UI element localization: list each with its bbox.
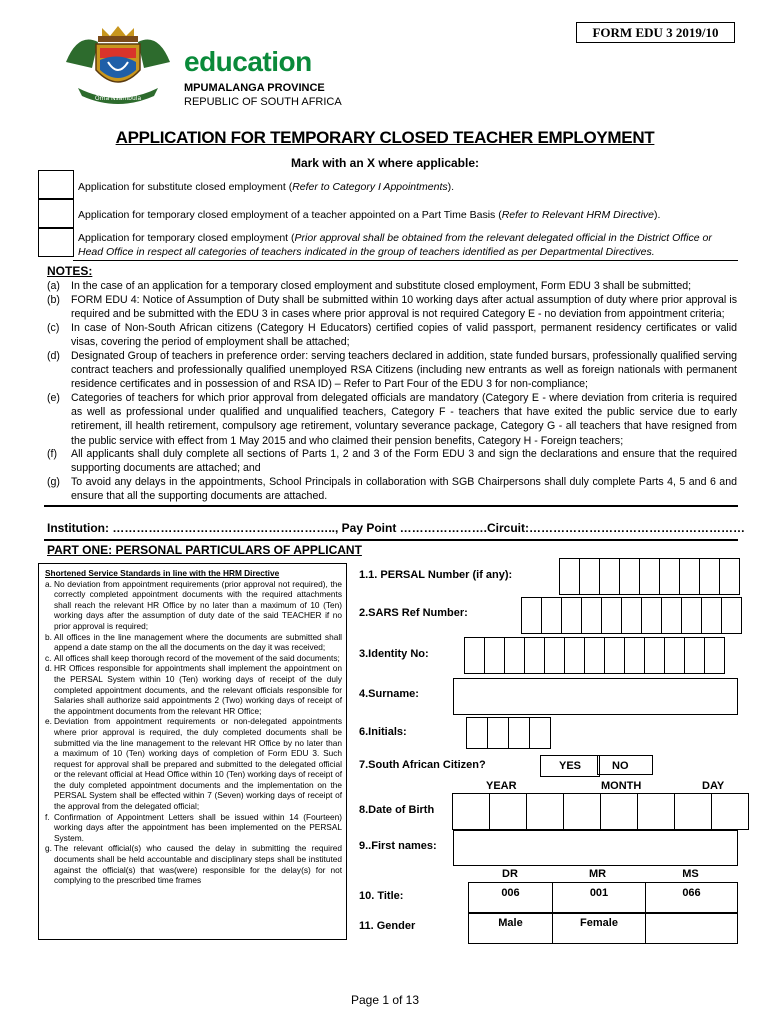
coat-of-arms-emblem [58, 22, 178, 108]
title-mr-label: MR [588, 868, 607, 880]
notes-divider [44, 505, 738, 507]
title-option-mr[interactable]: 001 [553, 883, 646, 913]
republic-name: REPUBLIC OF SOUTH AFRICA [184, 96, 342, 108]
standard-item-d: d. HR Offices responsible for appointments shall implement the appointment on the PERSAL System within 10 (Ten) working days of receipt of the duly completed appointment documents, and the relevant officials responsible for Salaries shall authorize said appointments 2 (Two) working days of receipt of the appointment documents from the relevant HR Office; [45, 663, 342, 716]
dob-label: 8.Date of Birth [359, 804, 435, 816]
first-names-label: 9..First names: [359, 840, 437, 852]
gender-option-blank[interactable] [646, 913, 737, 943]
title-option-dr[interactable]: 006 [469, 883, 553, 913]
note-g: (g) To avoid any delays in the appointments, School Principals in collaboration with SGB Chairpersons shall duly complete Parts 4, 5 and 6 and ensure that all the supporting documents are attached. [47, 476, 737, 503]
initials-input[interactable] [467, 717, 551, 749]
standard-item-g: g. The relevant official(s) who caused the delay in submitting the required documents shall be held accountable and disciplinary steps shall be instituted against the official(s) that was(were) responsible for the delay(s) for not complying to the prescribed time frames [45, 843, 342, 886]
month-header: MONTH [601, 780, 642, 792]
dob-input[interactable] [453, 793, 749, 830]
persal-input[interactable] [560, 558, 740, 595]
title-options-row[interactable] [468, 882, 738, 914]
gender-option-male[interactable]: Male [469, 913, 553, 943]
gender-option-female[interactable]: Female [553, 913, 646, 943]
notes-heading: NOTES: [47, 264, 93, 278]
note-f: (f) All applicants shall duly complete all sections of Parts 1, 2 and 3 of the Form EDU 3 and sign the declarations and ensure that the required supporting documents are attached; and [47, 448, 737, 475]
page-title: APPLICATION FOR TEMPORARY CLOSED TEACHER EMPLOYMENT [115, 128, 655, 147]
part-one-heading: PART ONE: PERSONAL PARTICULARS OF APPLICANT [47, 543, 362, 557]
standard-item-e: e. Deviation from appointment requirements or non-delegated appointments where prior approval is required, the duly completed documents shall be submitted via the line management to the relevant HR Office by no later than a maximum of 10 (Ten) working days of completion of Form EDU 3. Such request for approval shall be prepared and submitted to the delegated official or the relevant official at Head Office within 10 (Ten) working days of receipt of the duly completed appointment documents and the implementation on the PERSAL System shall be effected within 7 (Seven) working days of receipt of the approval from the delegated official; [45, 716, 342, 812]
standard-item-c: c. All offices shall keep thorough record of the movement of the said documents; [45, 652, 340, 663]
svg-text:Oma Nsambula: Oma Nsambula [94, 95, 142, 102]
citizen-label: 7.South African Citizen? [359, 759, 486, 771]
initials-label: 6.Initials: [359, 726, 407, 738]
standard-item-b: b. All offices in the line management where the documents are submitted shall append a date stamp on the all the documents on the day it was received; [45, 631, 342, 653]
standard-item-a: a. No deviation from appointment requirements (prior approval not required), the correctly completed appointment documents with the required attachments shall reach the relevant HR Office by no later than a maximum of 10 (Ten) working days after the assumption of duty date of the said TEACHER if no prior approval is required; [45, 578, 342, 631]
surname-input[interactable] [453, 678, 738, 715]
option-text-part-time: Application for temporary closed employment of a teacher appointed on a Part Time Basis (Refer to Relevant HRM Directive). [78, 209, 661, 221]
title-label: 10. Title: [359, 890, 404, 902]
title-ms-label: MS [682, 868, 699, 880]
sars-label: 2.SARS Ref Number: [359, 607, 468, 619]
note-a: (a) In the case of an application for a temporary closed employment and substitute closed employment, Form EDU 3 shall be submitted; [47, 280, 692, 292]
note-b: (b) FORM EDU 4: Notice of Assumption of Duty shall be submitted within 10 working days after actual assumption of duty where prior approval is required and be submitted with the EDU 3 in cases where prior approval is not required Category E - no deviation from appointment criteria; [47, 294, 737, 321]
option-text-temporary: Application for temporary closed employment (Prior approval shall be obtained from the relevant delegated official in the District Office or Head Office in respect all categories of teachers indicated in the group of teachers identified as per Departmental Directives. [78, 232, 712, 258]
title-option-ms[interactable]: 066 [682, 887, 701, 899]
standards-heading: Shortened Service Standards in line with the HRM Directive [45, 568, 280, 578]
page-number: Page 1 of 13 [350, 993, 420, 1007]
option-checkbox-temporary[interactable] [38, 228, 74, 257]
note-e: (e) Categories of teachers for which prior approval from delegated officials are mandatory (Category E - where deviation from criteria is required as well as professional under qualified and unqualified teachers, Category F - teachers that have exited the public service due to early retirement, ill health retirement, compulsory age retirement, voluntary severance package, Category G - all teachers that have resigned from the public service with effect from 1 May 2015 and who claimed their pension benefits, Category H - Foreign teachers; [47, 392, 737, 447]
persal-label: 1.1. PERSAL Number (if any): [359, 569, 513, 581]
mark-instruction: Mark with an X where applicable: [290, 156, 480, 170]
option-checkbox-part-time[interactable] [38, 199, 74, 228]
identity-input[interactable] [465, 637, 725, 674]
gender-label: 11. Gender [359, 920, 416, 932]
note-d: (d) Designated Group of teachers in preference order: serving teachers declared in addition, state funded bursars, professionally qualified serving contract teachers and professionally qualified unemployed RSA Citizens (including new entrants as well as foreign nationals with permanent residence certificates and in possession of and RSA ID) – Refer to Part Four of the EDU 3 for non-compliance; [47, 350, 737, 391]
province-name: MPUMALANGA PROVINCE [184, 82, 325, 94]
title-dr-label: DR [502, 868, 518, 880]
note-c: (c) In case of Non-South African citizens (Category H Educators) certified copies of valid passport, permanent residency certificates or valid visas, covering the period of employment shall be attached; [47, 322, 737, 349]
option-checkbox-substitute[interactable] [38, 170, 74, 199]
institution-divider [44, 539, 738, 541]
brand-wordmark: education [184, 46, 312, 77]
year-header: YEAR [486, 780, 517, 792]
service-standards-box [38, 563, 347, 940]
identity-label: 3.Identity No: [359, 648, 429, 660]
standard-item-f: f. Confirmation of Appointment Letters shall be issued within 14 (Fourteen) working days after the appointment has been implemented on the PERSAL System. [45, 811, 342, 843]
surname-label: 4.Surname: [359, 688, 419, 700]
day-header: DAY [702, 780, 725, 792]
form-code: FORM EDU 3 2019/10 [576, 22, 735, 43]
citizen-no-box[interactable]: NO [597, 755, 653, 775]
option-text-substitute: Application for substitute closed employment (Refer to Category I Appointments). [78, 181, 455, 193]
options-divider [73, 260, 738, 261]
sars-input[interactable] [522, 597, 742, 634]
gender-options-row[interactable] [468, 912, 738, 944]
first-names-input[interactable] [453, 830, 738, 866]
institution-line[interactable]: Institution: ……………………………………………….., Pay Point ………………….Circuit:……………………………………………… [47, 521, 745, 535]
citizen-yes-box[interactable]: YES [540, 755, 600, 777]
